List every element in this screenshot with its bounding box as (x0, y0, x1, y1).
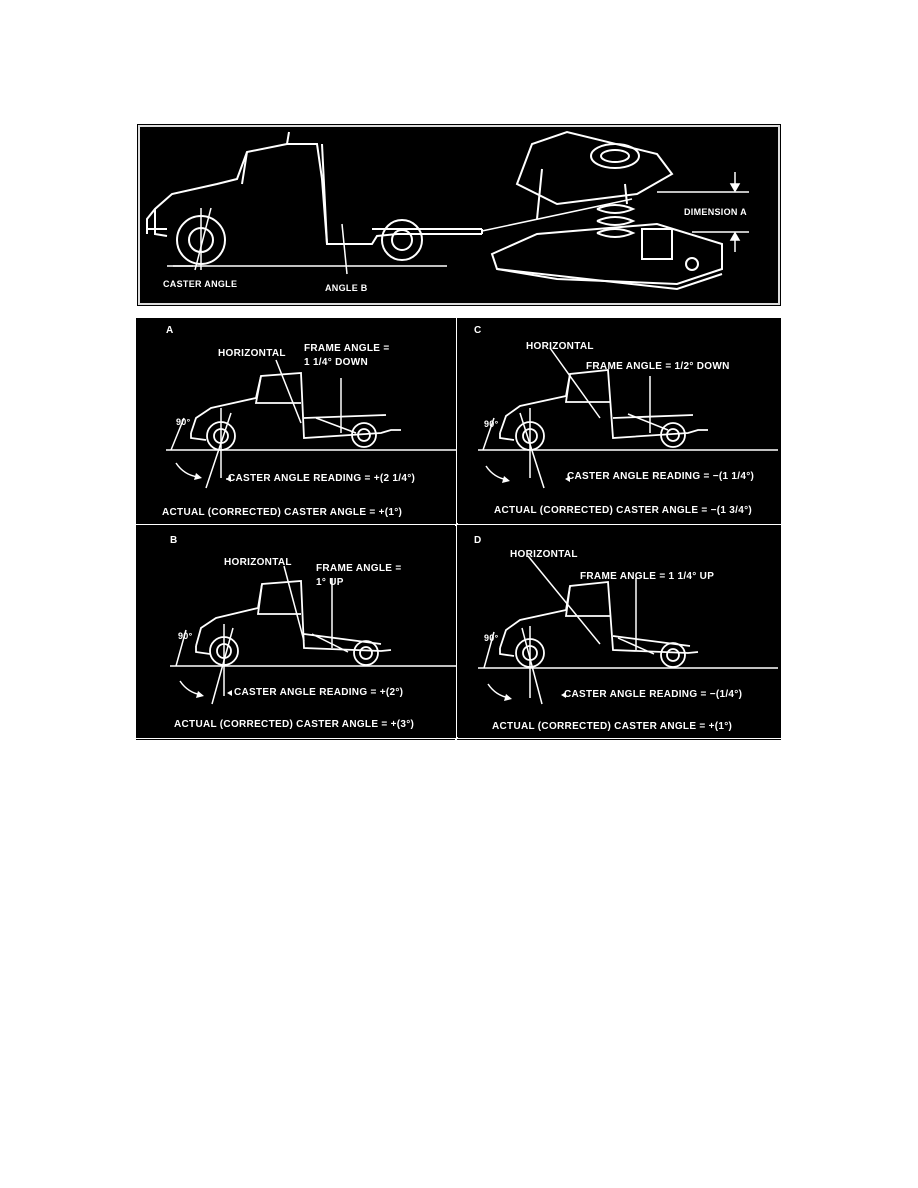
reference-lines (167, 199, 632, 274)
dimension-a-label: DIMENSION A (684, 207, 747, 217)
panel-c-frame-angle-label: FRAME ANGLE = 1/2° DOWN (586, 361, 730, 372)
panel-a-actual-caster: ACTUAL (CORRECTED) CASTER ANGLE = +(1°) (162, 507, 403, 518)
panel-b-letter: B (170, 535, 178, 546)
panel-d-frame-angle-label: FRAME ANGLE = 1 1/4° UP (580, 571, 715, 582)
panel-c-horizontal-label: HORIZONTAL (526, 341, 594, 352)
panel-b-horizontal-label: HORIZONTAL (224, 557, 292, 568)
top-diagram-panel (137, 124, 781, 306)
caster-angle-label: CASTER ANGLE (163, 279, 238, 289)
panel-b-frame-angle-line2: 1° UP (316, 577, 344, 588)
panel-a-frame-angle-line1: FRAME ANGLE = (304, 343, 390, 354)
caster-diagram-grid (136, 318, 781, 740)
panel-c-actual-caster: ACTUAL (CORRECTED) CASTER ANGLE = −(1 3/4°) (494, 505, 753, 516)
truck-wheels (177, 216, 422, 264)
panel-b (136, 526, 456, 738)
panel-a-ninety-degree-label: 90° (176, 417, 191, 427)
panel-d-caster-reading: CASTER ANGLE READING = −(1/4°) (564, 689, 743, 700)
panel-d-actual-caster: ACTUAL (CORRECTED) CASTER ANGLE = +(1°) (492, 721, 733, 732)
panel-b-frame-angle-line1: FRAME ANGLE = (316, 563, 402, 574)
panel-c (458, 318, 781, 524)
panel-d-letter: D (474, 535, 482, 546)
panel-a (136, 318, 456, 524)
panel-b-ninety-degree-label: 90° (178, 631, 193, 641)
panel-d (458, 526, 781, 738)
panel-b-caster-reading: CASTER ANGLE READING = +(2°) (234, 687, 404, 698)
panel-c-caster-reading: CASTER ANGLE READING = −(1 1/4°) (567, 471, 755, 482)
panel-d-ninety-degree-label: 90° (484, 633, 499, 643)
angle-b-label: ANGLE B (325, 283, 368, 293)
panel-a-letter: A (166, 325, 174, 336)
panel-d-drawing (458, 526, 781, 738)
panel-c-ninety-degree-label: 90° (484, 419, 499, 429)
panel-a-horizontal-label: HORIZONTAL (218, 348, 286, 359)
panel-c-drawing (458, 318, 781, 524)
panel-c-letter: C (474, 325, 482, 336)
truck-outline (147, 132, 482, 244)
panel-b-actual-caster: ACTUAL (CORRECTED) CASTER ANGLE = +(3°) (174, 719, 415, 730)
panel-a-caster-reading: CASTER ANGLE READING = +(2 1/4°) (228, 473, 416, 484)
panel-d-horizontal-label: HORIZONTAL (510, 549, 578, 560)
panel-a-frame-angle-line2: 1 1/4° DOWN (304, 357, 368, 368)
